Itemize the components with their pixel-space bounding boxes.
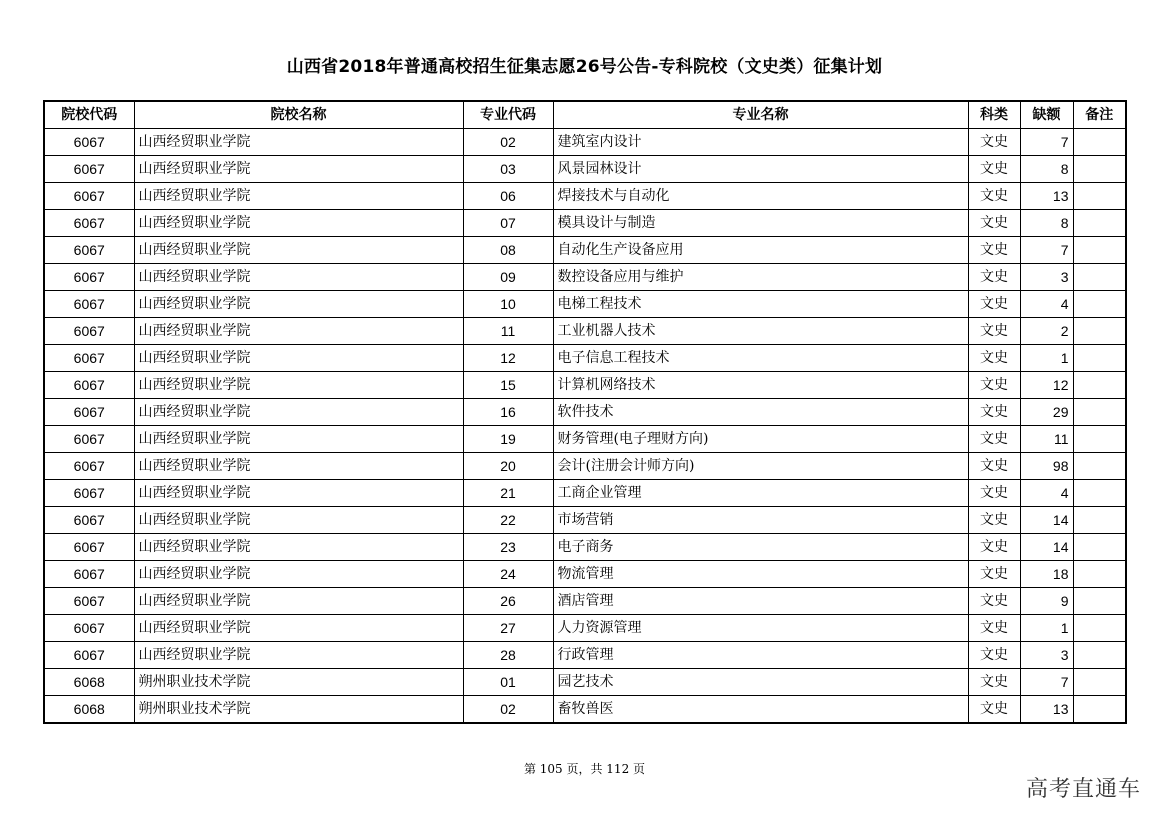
cell-school-code: 6067: [44, 291, 134, 318]
cell-remarks: [1073, 588, 1126, 615]
cell-category: 文史: [968, 669, 1020, 696]
cell-major-name: 数控设备应用与维护: [553, 264, 968, 291]
cell-remarks: [1073, 291, 1126, 318]
cell-category: 文史: [968, 237, 1020, 264]
cell-remarks: [1073, 345, 1126, 372]
cell-remarks: [1073, 480, 1126, 507]
cell-school-code: 6067: [44, 318, 134, 345]
cell-school-name: 山西经贸职业学院: [134, 210, 463, 237]
cell-vacancy: 2: [1020, 318, 1073, 345]
cell-vacancy: 13: [1020, 696, 1073, 724]
cell-major-code: 23: [463, 534, 553, 561]
header-major-code: 专业代码: [463, 101, 553, 129]
cell-school-name: 山西经贸职业学院: [134, 426, 463, 453]
cell-major-code: 27: [463, 615, 553, 642]
cell-major-code: 08: [463, 237, 553, 264]
cell-major-name: 酒店管理: [553, 588, 968, 615]
cell-vacancy: 29: [1020, 399, 1073, 426]
cell-major-code: 01: [463, 669, 553, 696]
page-title: 山西省2018年普通高校招生征集志愿26号公告-专科院校（文史类）征集计划: [286, 57, 883, 77]
cell-school-name: 山西经贸职业学院: [134, 534, 463, 561]
table-row: [44, 507, 1126, 534]
cell-vacancy: 7: [1020, 129, 1073, 156]
cell-category: 文史: [968, 264, 1020, 291]
cell-school-name: 山西经贸职业学院: [134, 372, 463, 399]
cell-major-name: 电子商务: [553, 534, 968, 561]
header-remarks: 备注: [1073, 101, 1126, 129]
cell-remarks: [1073, 507, 1126, 534]
cell-category: 文史: [968, 210, 1020, 237]
cell-school-code: 6067: [44, 453, 134, 480]
table-row: [44, 426, 1126, 453]
table-row: [44, 237, 1126, 264]
cell-category: 文史: [968, 129, 1020, 156]
cell-major-name: 物流管理: [553, 561, 968, 588]
cell-school-name: 山西经贸职业学院: [134, 318, 463, 345]
table-row: [44, 696, 1126, 724]
cell-remarks: [1073, 669, 1126, 696]
cell-major-code: 28: [463, 642, 553, 669]
cell-school-code: 6067: [44, 345, 134, 372]
cell-school-name: 山西经贸职业学院: [134, 480, 463, 507]
cell-school-name: 山西经贸职业学院: [134, 156, 463, 183]
cell-remarks: [1073, 696, 1126, 724]
cell-remarks: [1073, 318, 1126, 345]
cell-remarks: [1073, 426, 1126, 453]
table-row: [44, 129, 1126, 156]
cell-school-name: 山西经贸职业学院: [134, 129, 463, 156]
table-row: [44, 264, 1126, 291]
cell-school-name: 山西经贸职业学院: [134, 345, 463, 372]
cell-school-name: 山西经贸职业学院: [134, 183, 463, 210]
cell-major-name: 建筑室内设计: [553, 129, 968, 156]
page-footer: 第 105 页，共 112 页: [523, 762, 646, 776]
cell-category: 文史: [968, 183, 1020, 210]
cell-category: 文史: [968, 426, 1020, 453]
cell-major-name: 软件技术: [553, 399, 968, 426]
cell-remarks: [1073, 453, 1126, 480]
cell-category: 文史: [968, 372, 1020, 399]
cell-category: 文史: [968, 561, 1020, 588]
cell-school-name: 山西经贸职业学院: [134, 507, 463, 534]
cell-major-name: 会计(注册会计师方向): [553, 453, 968, 480]
table-row: [44, 156, 1126, 183]
table-row: [44, 642, 1126, 669]
cell-major-code: 22: [463, 507, 553, 534]
header-school-name: 院校名称: [134, 101, 463, 129]
cell-major-code: 15: [463, 372, 553, 399]
cell-school-code: 6067: [44, 642, 134, 669]
cell-major-code: 03: [463, 156, 553, 183]
cell-major-name: 计算机网络技术: [553, 372, 968, 399]
watermark-logo-text: 高考直通车: [1025, 777, 1141, 802]
cell-major-code: 02: [463, 696, 553, 724]
cell-category: 文史: [968, 318, 1020, 345]
cell-vacancy: 7: [1020, 669, 1073, 696]
cell-major-name: 模具设计与制造: [553, 210, 968, 237]
table-row: [44, 669, 1126, 696]
cell-major-code: 24: [463, 561, 553, 588]
cell-school-code: 6068: [44, 669, 134, 696]
cell-major-code: 06: [463, 183, 553, 210]
cell-category: 文史: [968, 507, 1020, 534]
cell-category: 文史: [968, 696, 1020, 724]
cell-school-code: 6067: [44, 561, 134, 588]
cell-vacancy: 14: [1020, 507, 1073, 534]
cell-category: 文史: [968, 642, 1020, 669]
cell-school-name: 山西经贸职业学院: [134, 615, 463, 642]
cell-remarks: [1073, 561, 1126, 588]
cell-major-name: 风景园林设计: [553, 156, 968, 183]
cell-major-name: 工商企业管理: [553, 480, 968, 507]
cell-major-code: 09: [463, 264, 553, 291]
cell-vacancy: 98: [1020, 453, 1073, 480]
cell-remarks: [1073, 534, 1126, 561]
cell-major-code: 07: [463, 210, 553, 237]
cell-remarks: [1073, 615, 1126, 642]
table-row: [44, 372, 1126, 399]
cell-category: 文史: [968, 588, 1020, 615]
cell-major-code: 11: [463, 318, 553, 345]
cell-school-name: 山西经贸职业学院: [134, 264, 463, 291]
cell-major-name: 园艺技术: [553, 669, 968, 696]
cell-major-code: 12: [463, 345, 553, 372]
table-row: [44, 588, 1126, 615]
cell-major-name: 电梯工程技术: [553, 291, 968, 318]
cell-vacancy: 14: [1020, 534, 1073, 561]
cell-school-code: 6067: [44, 399, 134, 426]
cell-major-code: 26: [463, 588, 553, 615]
cell-school-name: 山西经贸职业学院: [134, 588, 463, 615]
cell-remarks: [1073, 264, 1126, 291]
cell-remarks: [1073, 210, 1126, 237]
cell-category: 文史: [968, 399, 1020, 426]
cell-school-code: 6067: [44, 615, 134, 642]
cell-major-code: 16: [463, 399, 553, 426]
cell-school-name: 朔州职业技术学院: [134, 669, 463, 696]
cell-school-code: 6068: [44, 696, 134, 724]
cell-school-code: 6067: [44, 588, 134, 615]
cell-major-code: 02: [463, 129, 553, 156]
cell-vacancy: 4: [1020, 480, 1073, 507]
cell-category: 文史: [968, 534, 1020, 561]
table-row: [44, 453, 1126, 480]
table-body: [44, 129, 1126, 724]
table-row: [44, 561, 1126, 588]
cell-remarks: [1073, 183, 1126, 210]
cell-category: 文史: [968, 345, 1020, 372]
cell-school-code: 6067: [44, 480, 134, 507]
cell-school-code: 6067: [44, 210, 134, 237]
cell-vacancy: 8: [1020, 156, 1073, 183]
cell-school-code: 6067: [44, 507, 134, 534]
header-category: 科类: [968, 101, 1020, 129]
cell-vacancy: 3: [1020, 642, 1073, 669]
table-row: [44, 534, 1126, 561]
table-row: [44, 615, 1126, 642]
cell-category: 文史: [968, 453, 1020, 480]
cell-school-code: 6067: [44, 183, 134, 210]
cell-school-name: 朔州职业技术学院: [134, 696, 463, 724]
cell-major-name: 工业机器人技术: [553, 318, 968, 345]
cell-major-code: 21: [463, 480, 553, 507]
cell-remarks: [1073, 642, 1126, 669]
table-row: [44, 345, 1126, 372]
cell-vacancy: 1: [1020, 345, 1073, 372]
cell-major-code: 10: [463, 291, 553, 318]
cell-major-name: 焊接技术与自动化: [553, 183, 968, 210]
cell-school-name: 山西经贸职业学院: [134, 453, 463, 480]
table-row: [44, 480, 1126, 507]
cell-remarks: [1073, 129, 1126, 156]
cell-vacancy: 12: [1020, 372, 1073, 399]
header-school-code: 院校代码: [44, 101, 134, 129]
table-row: [44, 210, 1126, 237]
cell-school-name: 山西经贸职业学院: [134, 642, 463, 669]
cell-category: 文史: [968, 291, 1020, 318]
cell-remarks: [1073, 237, 1126, 264]
table-row: [44, 318, 1126, 345]
table-row: [44, 399, 1126, 426]
cell-school-code: 6067: [44, 156, 134, 183]
cell-major-name: 人力资源管理: [553, 615, 968, 642]
cell-remarks: [1073, 372, 1126, 399]
enrollment-plan-table: [43, 100, 1127, 724]
cell-major-name: 市场营销: [553, 507, 968, 534]
cell-major-code: 19: [463, 426, 553, 453]
cell-major-code: 20: [463, 453, 553, 480]
cell-vacancy: 1: [1020, 615, 1073, 642]
header-major-name: 专业名称: [553, 101, 968, 129]
cell-school-name: 山西经贸职业学院: [134, 399, 463, 426]
cell-major-name: 自动化生产设备应用: [553, 237, 968, 264]
header-vacancy: 缺额: [1020, 101, 1073, 129]
cell-remarks: [1073, 156, 1126, 183]
cell-school-code: 6067: [44, 426, 134, 453]
cell-school-name: 山西经贸职业学院: [134, 291, 463, 318]
cell-school-name: 山西经贸职业学院: [134, 561, 463, 588]
table-row: [44, 183, 1126, 210]
cell-major-name: 财务管理(电子理财方向): [553, 426, 968, 453]
cell-major-name: 行政管理: [553, 642, 968, 669]
cell-vacancy: 7: [1020, 237, 1073, 264]
cell-vacancy: 8: [1020, 210, 1073, 237]
cell-major-name: 电子信息工程技术: [553, 345, 968, 372]
cell-vacancy: 3: [1020, 264, 1073, 291]
cell-remarks: [1073, 399, 1126, 426]
cell-vacancy: 13: [1020, 183, 1073, 210]
cell-school-name: 山西经贸职业学院: [134, 237, 463, 264]
cell-major-name: 畜牧兽医: [553, 696, 968, 724]
cell-vacancy: 9: [1020, 588, 1073, 615]
cell-vacancy: 4: [1020, 291, 1073, 318]
cell-vacancy: 18: [1020, 561, 1073, 588]
table-row: [44, 291, 1126, 318]
table-header-row: [44, 101, 1126, 129]
cell-category: 文史: [968, 615, 1020, 642]
cell-category: 文史: [968, 480, 1020, 507]
cell-vacancy: 11: [1020, 426, 1073, 453]
cell-school-code: 6067: [44, 237, 134, 264]
cell-school-code: 6067: [44, 372, 134, 399]
cell-school-code: 6067: [44, 129, 134, 156]
cell-school-code: 6067: [44, 534, 134, 561]
cell-school-code: 6067: [44, 264, 134, 291]
cell-category: 文史: [968, 156, 1020, 183]
